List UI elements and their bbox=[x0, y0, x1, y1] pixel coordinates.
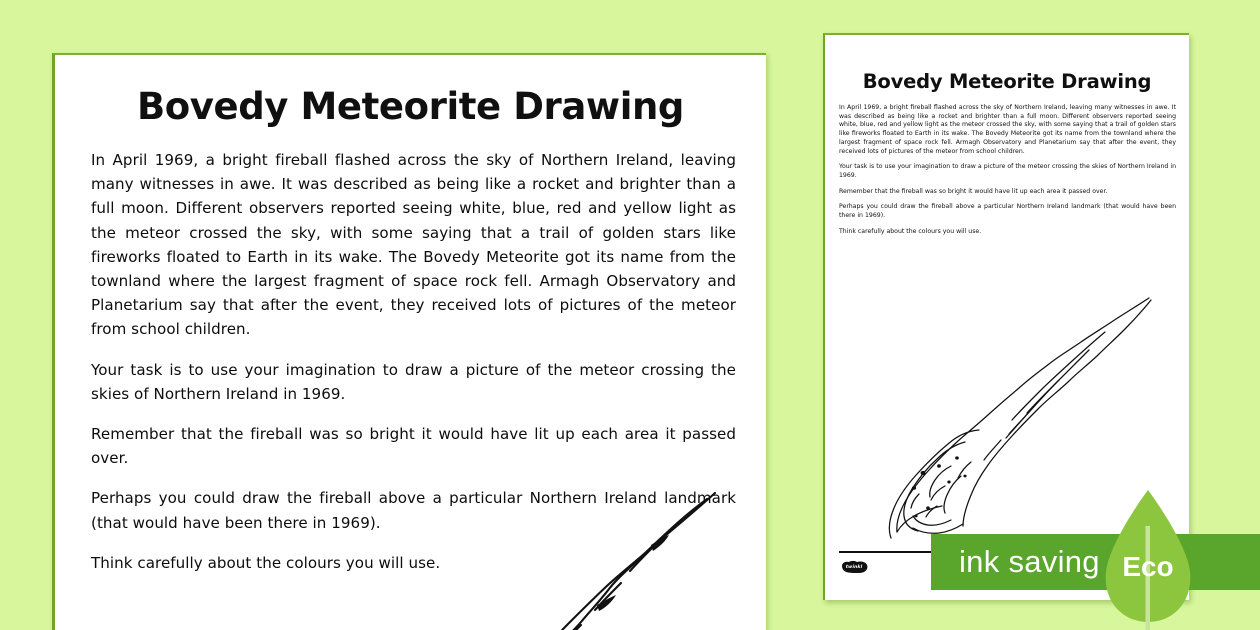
main-worksheet-page[interactable] bbox=[52, 53, 766, 630]
worksheet-body bbox=[55, 148, 766, 575]
twinkl-logo-text: twinkl bbox=[845, 564, 863, 570]
eco-label: Eco bbox=[1122, 551, 1174, 582]
thumbnail-body-paragraph: Your task is to use your imagination to draw a picture of the meteor crossing the skies of Northern Ireland in 1969. bbox=[839, 163, 1176, 179]
eco-leaf bbox=[1093, 488, 1203, 630]
thumbnail-body-paragraph: Remember that the fireball was so bright it would have lit up each area it passed over. bbox=[839, 187, 1108, 195]
body-paragraph: Your task is to use your imagination to draw a picture of the meteor crossing the skies of Northern Ireland in 1969. bbox=[91, 360, 736, 403]
thumbnail-body-paragraph: Perhaps you could draw the fireball above a particular Northern Ireland landmark (that would have been there in 1969). bbox=[839, 203, 1176, 220]
twinkl-logo bbox=[839, 560, 869, 574]
thumbnail-worksheet-body bbox=[825, 104, 1189, 236]
body-paragraph: Perhaps you could draw the fireball above a particular Northern Ireland landmark (that would have been there in 1969). bbox=[91, 489, 736, 532]
page-title: Bovedy Meteorite Drawing bbox=[136, 85, 685, 128]
thumbnail-body-paragraph: Think carefully about the colours you will use. bbox=[839, 227, 982, 235]
body-paragraph: Remember that the fireball was so bright it would have lit up each area it passed over. bbox=[91, 425, 736, 468]
body-paragraph: In April 1969, a bright fireball flashed across the sky of Northern Ireland, leaving many witnesses in awe. It was described as being like a rocket and brighter than a full moon. Different observers reported seeing white, blue, red and yellow light as the meteor crossed the sky, with some saying that a trail of golden stars like fireworks floated to Earth in its wake. The Bovedy Meteorite got its name from the townland where the largest fragment of space rock fell. Armagh Observatory and Planetarium say that after the event, they received lots of pictures of the meteor from school children. bbox=[91, 151, 736, 339]
thumbnail-body-paragraph: In April 1969, a bright fireball flashed across the sky of Northern Ireland, leaving many witnesses in awe. It was described as being like a rocket and brighter than a full moon. Different observers reported seeing white, blue, red and yellow light as the meteor crossed the sky, with some saying that a trail of golden stars like fireworks floated to Earth in its wake. The Bovedy Meteorite got its name from the townland where the largest fragment of space rock fell. Armagh Observatory and Planetarium say that after the event, they received lots of pictures of the meteor from school children. bbox=[839, 104, 1176, 155]
ink-saving-eco-badge bbox=[931, 534, 1260, 590]
body-paragraph: Think carefully about the colours you will use. bbox=[91, 553, 441, 572]
thumbnail-page-title: Bovedy Meteorite Drawing bbox=[862, 70, 1152, 93]
ink-saving-label: ink saving bbox=[959, 544, 1100, 579]
